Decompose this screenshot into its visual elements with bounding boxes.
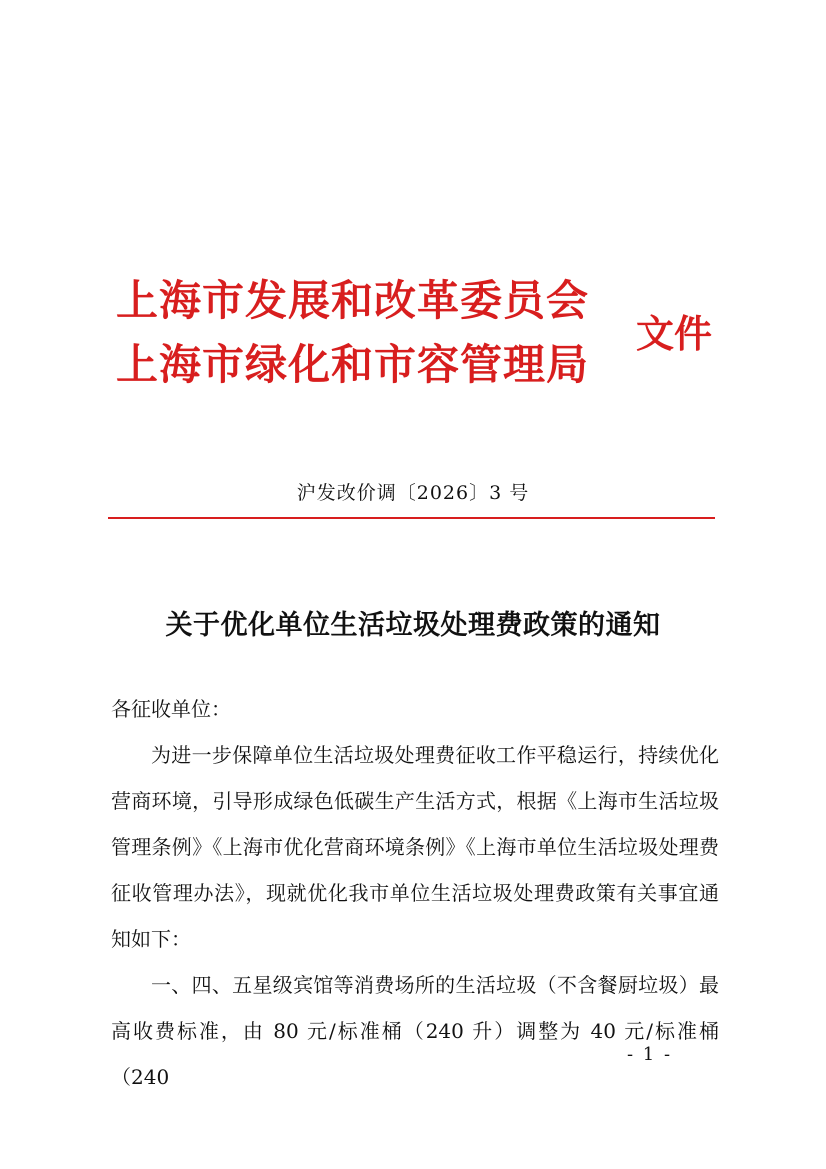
red-divider — [108, 517, 715, 519]
document-body — [111, 686, 719, 1100]
document-title: 关于优化单位生活垃圾处理费政策的通知 — [165, 610, 661, 641]
issuer-header — [116, 268, 716, 398]
document-number: 沪发改价调〔2026〕3 号 — [296, 482, 530, 504]
issuer-name-1: 上海市发展和改革委员会 — [116, 276, 590, 325]
salutation: 各征收单位： — [111, 697, 231, 721]
body-paragraph: 一、四、五星级宾馆等消费场所的生活垃圾（不含餐厨垃圾）最高收费标准，由 80 元/标准桶（240 升）调整为 40 元/标准桶（240 — [111, 973, 719, 1089]
body-paragraph: 为进一步保障单位生活垃圾处理费征收工作平稳运行，持续优化营商环境，引导形成绿色低碳生产生活方式，根据《上海市生活垃圾管理条例》《上海市优化营商环境条例》《上海市单位生活垃圾处理费征收管理办法》，现就优化我市单位生活垃圾处理费政策有关事宜通知如下： — [111, 743, 719, 951]
document-label: 文件 — [636, 311, 713, 356]
issuer-name-2: 上海市绿化和市容管理局 — [116, 340, 590, 389]
page-number: - 1 - — [627, 1044, 673, 1065]
